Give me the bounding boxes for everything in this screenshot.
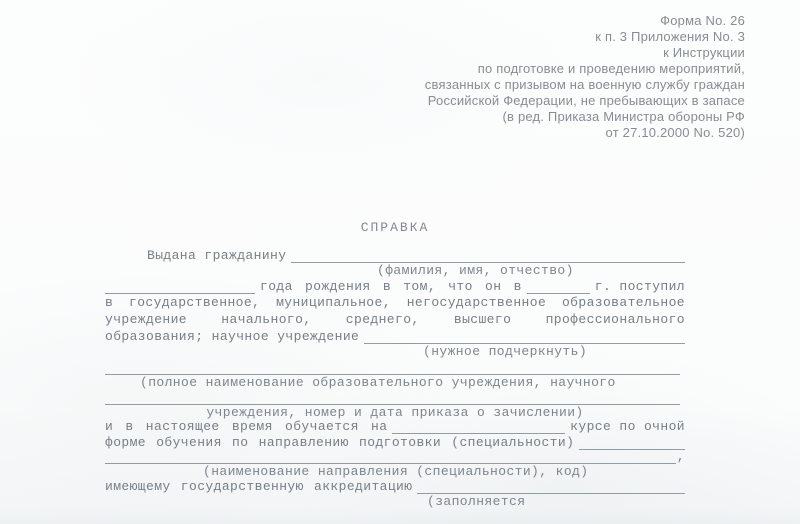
- issued-to-label: Выдана гражданину: [147, 248, 287, 263]
- birth-year-tail: г. поступил: [594, 279, 685, 294]
- specialty-blank-row: [105, 449, 685, 464]
- birth-year-blank: [105, 278, 255, 294]
- science-institution-blank: [364, 328, 685, 344]
- specialty-text: форме обучения по направлению подготовки (специальности): [105, 435, 575, 450]
- org-types-line2: учреждение начального, среднего, высшего профессионального: [105, 312, 685, 327]
- specialty-blank-2: [105, 448, 676, 464]
- header-line: к п. 3 Приложения No. 3: [595, 29, 745, 44]
- study-course-text: и в настоящее время обучается на: [105, 419, 388, 434]
- fio-caption: (фамилия, имя, отчество): [377, 263, 574, 278]
- org-name-caption-1: (полное наименование образовательного учреждения, научного: [140, 375, 616, 390]
- org-name-blank-row2: [105, 390, 685, 405]
- header-line: Российской Федерации, не пребывающих в запасе: [427, 93, 745, 108]
- citizen-name-blank: [291, 247, 685, 263]
- header-line: связанных с призывом на военную службу граждан: [424, 77, 745, 92]
- header-line: (в ред. Приказа Министра обороны РФ: [502, 109, 745, 124]
- accreditation-blank: [417, 478, 685, 494]
- study-course-row: [105, 419, 685, 434]
- header-line: к Инструкции: [663, 45, 745, 60]
- accreditation-text: имеющему государственную аккредитацию: [105, 479, 413, 494]
- enroll-year-blank: [527, 278, 590, 294]
- org-name-blank-1: [105, 359, 680, 375]
- accreditation-row: [105, 479, 685, 494]
- spec-caption: (наименование направления (специальности), код): [203, 464, 589, 479]
- header-line: Форма No. 26: [660, 13, 745, 28]
- study-course-tail: курсе по очной: [570, 419, 685, 434]
- header-line: по подготовке и проведению мероприятий,: [477, 61, 745, 76]
- birth-year-text: года рождения в том, что он в: [260, 279, 522, 294]
- certificate-body: [105, 0, 685, 524]
- document-title: СПРАВКА: [360, 220, 430, 235]
- org-types-line1: в государственное, муниципальное, негосударственное образовательное: [105, 295, 685, 310]
- header-line: от 27.10.2000 No. 520): [605, 125, 745, 140]
- trailing-comma: ,: [676, 449, 685, 464]
- org-types-line3-text: образования; научное учреждение: [105, 329, 360, 344]
- org-types-line3-row: [105, 329, 685, 344]
- org-name-caption-2: учреждения, номер и дата приказа о зачислении): [206, 405, 584, 420]
- course-number-blank: [392, 418, 565, 434]
- birth-year-row: [105, 279, 685, 294]
- issued-to-row: [105, 248, 685, 263]
- org-name-blank-row1: [105, 360, 685, 375]
- org-name-blank-2: [105, 389, 680, 405]
- fill-note-caption: (заполняется: [427, 494, 526, 509]
- underline-hint-caption: (нужное подчеркнуть): [423, 344, 588, 359]
